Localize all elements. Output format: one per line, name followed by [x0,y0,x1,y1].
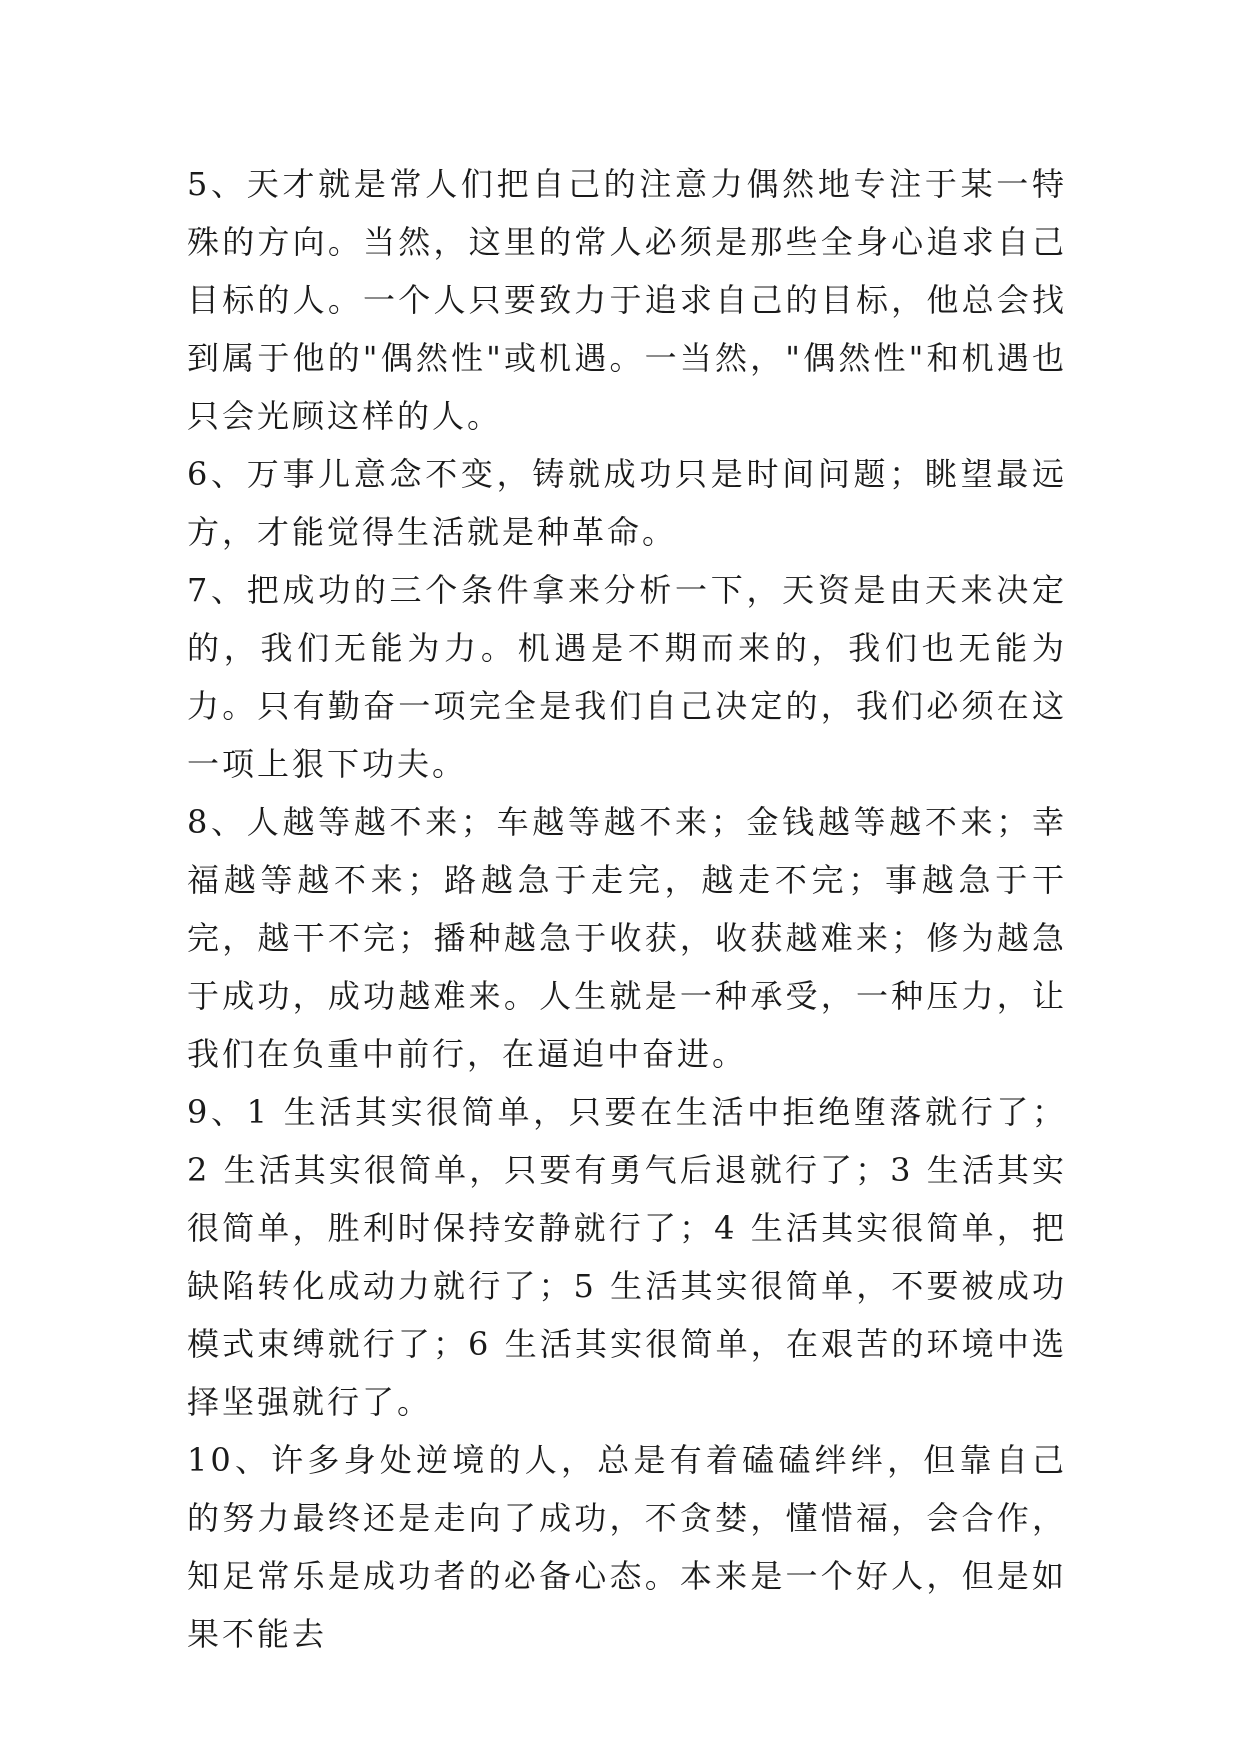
paragraph-10: 10、许多身处逆境的人，总是有着磕磕绊绊，但靠自己的努力最终还是走向了成功，不贪婪，懂惜福，会合作，知足常乐是成功者的必备心态。本来是一个好人，但是如果不能去 [187,1441,1067,1653]
document-body [187,155,1067,1663]
paragraph-7: 7、把成功的三个条件拿来分析一下，天资是由天来决定的，我们无能为力。机遇是不期而来的，我们也无能为力。只有勤奋一项完全是我们自己决定的，我们必须在这一项上狠下功夫。 [187,571,1067,783]
paragraph-8: 8、人越等越不来；车越等越不来；金钱越等越不来；幸福越等越不来；路越急于走完，越走不完；事越急于干完，越干不完；播种越急于收获，收获越难来；修为越急于成功，成功越难来。人生就是一种承受，一种压力，让我们在负重中前行，在逼迫中奋进。 [187,803,1067,1073]
paragraph-6: 6、万事儿意念不变，铸就成功只是时间问题；眺望最远方，才能觉得生活就是种革命。 [187,455,1067,551]
paragraph-5: 5、天才就是常人们把自己的注意力偶然地专注于某一特殊的方向。当然，这里的常人必须是那些全身心追求自己目标的人。一个人只要致力于追求自己的目标，他总会找到属于他的"偶然性"或机遇。一当然，"偶然性"和机遇也只会光顾这样的人。 [187,165,1067,435]
paragraph-9: 9、1 生活其实很简单，只要在生活中拒绝堕落就行了；2 生活其实很简单，只要有勇气后退就行了；3 生活其实很简单，胜利时保持安静就行了；4 生活其实很简单，把缺陷转化成动力就行了；5 生活其实很简单，不要被成功模式束缚就行了；6 生活其实很简单，在艰苦的环境中选择坚强就行了。 [187,1093,1067,1421]
